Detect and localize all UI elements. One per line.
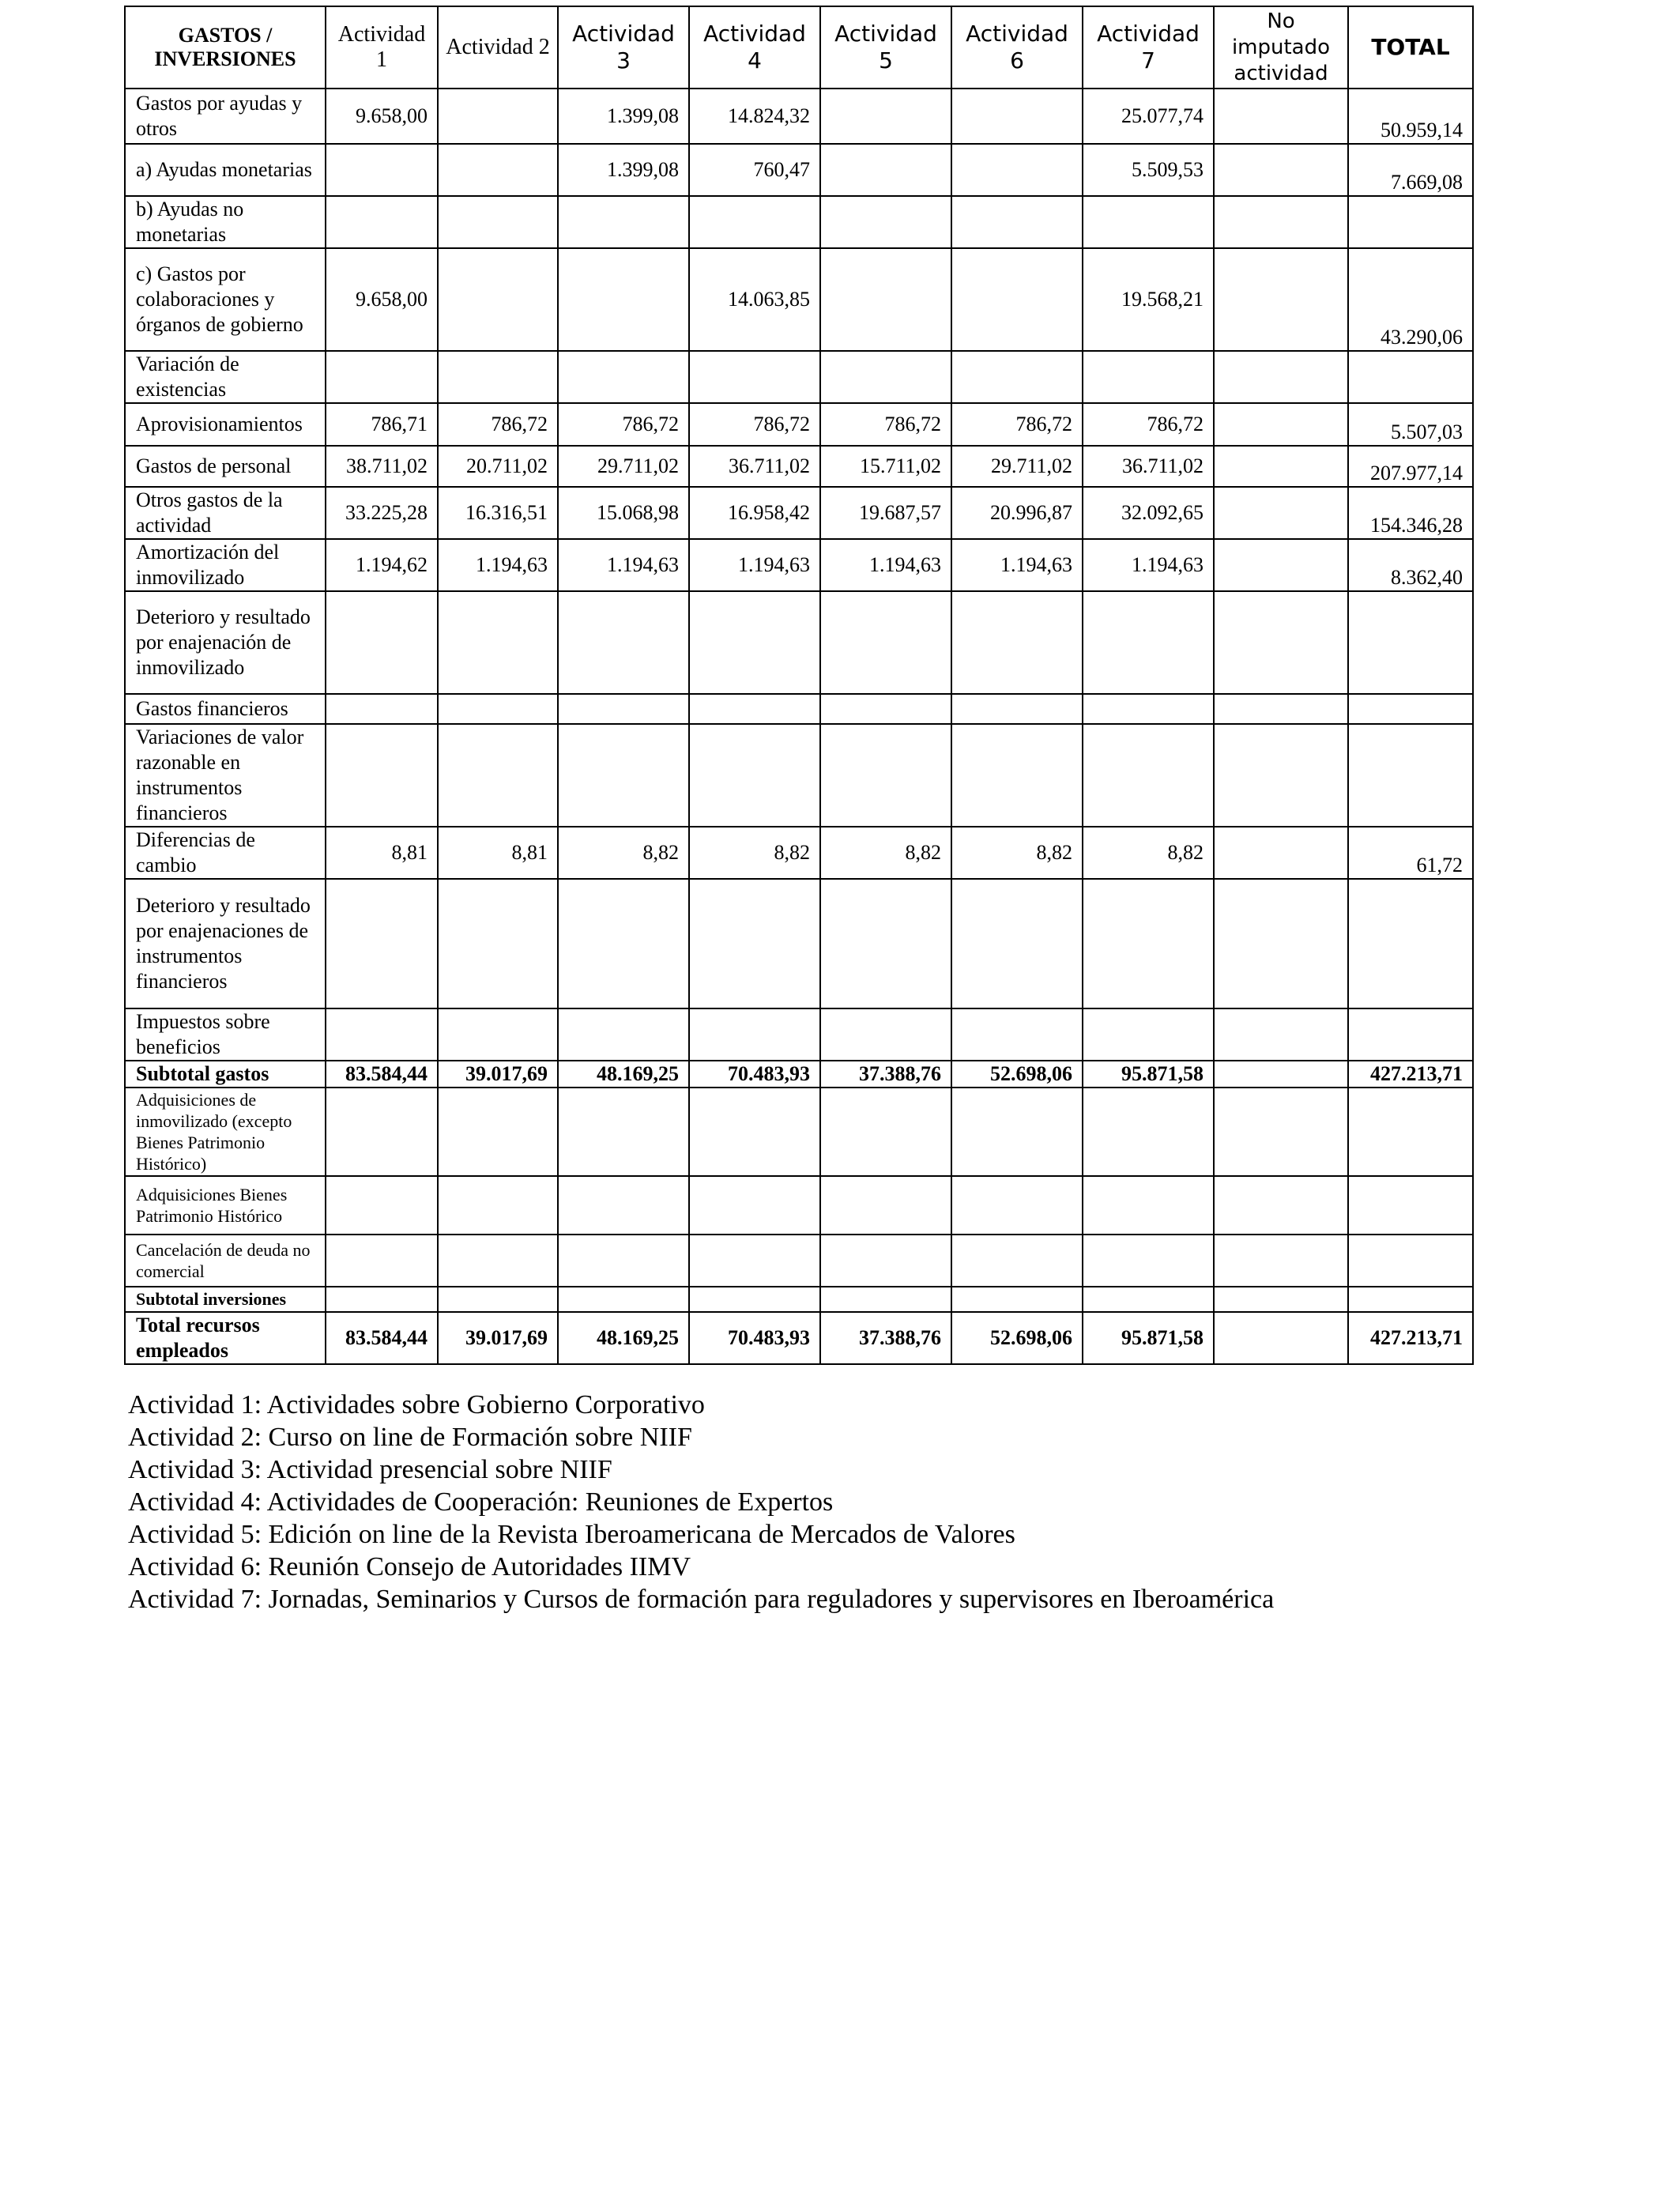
cell-actividad-7	[1083, 1088, 1214, 1176]
table-header	[125, 6, 1473, 89]
cell-actividad-1	[326, 144, 438, 196]
cell-actividad-4	[689, 1088, 820, 1176]
row-label: b) Ayudas no monetarias	[125, 196, 326, 248]
cell-actividad-2	[438, 879, 558, 1008]
cell-actividad-1	[326, 1088, 438, 1176]
row-label: Variaciones de valor razonable en instrumentos financieros	[125, 724, 326, 827]
cell-actividad-4: 760,47	[689, 144, 820, 196]
cell-actividad-1	[326, 196, 438, 248]
cell-actividad-2: 20.711,02	[438, 446, 558, 487]
cell-total	[1348, 1088, 1473, 1176]
cell-actividad-2	[438, 1176, 558, 1235]
row-label: Subtotal inversiones	[125, 1287, 326, 1312]
table-row	[125, 196, 1473, 248]
cell-actividad-6: 8,82	[951, 827, 1083, 879]
cell-actividad-4: 14.063,85	[689, 248, 820, 351]
cell-actividad-5	[820, 694, 951, 724]
cell-actividad-5	[820, 724, 951, 827]
cell-actividad-2	[438, 351, 558, 403]
cell-no-imputado	[1214, 1312, 1348, 1364]
cell-actividad-7	[1083, 694, 1214, 724]
cell-actividad-1	[326, 724, 438, 827]
cell-actividad-6: 20.996,87	[951, 487, 1083, 539]
cell-actividad-1	[326, 1176, 438, 1235]
cell-actividad-4	[689, 694, 820, 724]
cell-actividad-3: 15.068,98	[558, 487, 689, 539]
cell-no-imputado	[1214, 539, 1348, 591]
cell-total	[1348, 879, 1473, 1008]
legend-line: Actividad 5: Edición on line de la Revista Iberoamericana de Mercados de Valores	[128, 1520, 1015, 1549]
cell-actividad-5	[820, 879, 951, 1008]
cell-actividad-6	[951, 694, 1083, 724]
row-label: Deterioro y resultado por enajenaciones de instrumentos financieros	[125, 879, 326, 1008]
row-label: Total recursos empleados	[125, 1312, 326, 1364]
cell-actividad-3	[558, 248, 689, 351]
cell-actividad-4: 1.194,63	[689, 539, 820, 591]
cell-actividad-4: 8,82	[689, 827, 820, 879]
cell-actividad-2	[438, 1088, 558, 1176]
row-label: c) Gastos por colaboraciones y órganos de gobierno	[125, 248, 326, 351]
cell-actividad-7	[1083, 1176, 1214, 1235]
cell-actividad-5: 37.388,76	[820, 1061, 951, 1088]
cell-actividad-3: 786,72	[558, 403, 689, 446]
cell-actividad-7	[1083, 351, 1214, 403]
header-col-6: Actividad 6	[951, 6, 1083, 89]
cell-no-imputado	[1214, 196, 1348, 248]
cell-actividad-2	[438, 144, 558, 196]
table-body	[125, 89, 1473, 1364]
cell-actividad-6: 29.711,02	[951, 446, 1083, 487]
cell-actividad-1	[326, 694, 438, 724]
cell-actividad-1	[326, 351, 438, 403]
cell-actividad-6	[951, 1008, 1083, 1061]
cell-actividad-2: 39.017,69	[438, 1061, 558, 1088]
cell-actividad-5	[820, 1008, 951, 1061]
cell-no-imputado	[1214, 827, 1348, 879]
cell-actividad-2	[438, 724, 558, 827]
cell-no-imputado	[1214, 487, 1348, 539]
legend-line: Actividad 1: Actividades sobre Gobierno Corporativo	[128, 1390, 705, 1419]
cell-actividad-1	[326, 591, 438, 694]
cell-actividad-2	[438, 1235, 558, 1287]
cell-actividad-7	[1083, 591, 1214, 694]
cell-no-imputado	[1214, 144, 1348, 196]
cell-no-imputado	[1214, 1008, 1348, 1061]
cell-actividad-3	[558, 879, 689, 1008]
cell-actividad-5: 1.194,63	[820, 539, 951, 591]
cell-actividad-4	[689, 1235, 820, 1287]
table-row	[125, 1235, 1473, 1287]
cell-actividad-7: 5.509,53	[1083, 144, 1214, 196]
cell-actividad-1	[326, 1008, 438, 1061]
expenses-table	[124, 6, 1474, 1365]
cell-actividad-2	[438, 1287, 558, 1312]
cell-actividad-3	[558, 1176, 689, 1235]
header-col-2: Actividad 2	[438, 6, 558, 89]
cell-actividad-5	[820, 144, 951, 196]
cell-actividad-1	[326, 1235, 438, 1287]
cell-actividad-6	[951, 1176, 1083, 1235]
cell-actividad-5: 8,82	[820, 827, 951, 879]
row-label: Amortización del inmovilizado	[125, 539, 326, 591]
legend-line: Actividad 3: Actividad presencial sobre NIIF	[128, 1455, 612, 1484]
cell-total	[1348, 196, 1473, 248]
row-label: Cancelación de deuda no comercial	[125, 1235, 326, 1287]
cell-actividad-3: 1.399,08	[558, 144, 689, 196]
cell-actividad-1: 83.584,44	[326, 1312, 438, 1364]
cell-actividad-2	[438, 248, 558, 351]
header-gastos-inversiones: GASTOS / INVERSIONES	[125, 6, 326, 89]
cell-actividad-3	[558, 694, 689, 724]
cell-no-imputado	[1214, 694, 1348, 724]
cell-total: 7.669,08	[1348, 144, 1473, 196]
cell-actividad-1: 9.658,00	[326, 89, 438, 144]
cell-actividad-3	[558, 351, 689, 403]
row-label: Variación de existencias	[125, 351, 326, 403]
legend-line: Actividad 7: Jornadas, Seminarios y Cursos de formación para reguladores y supervisores en Iberoamérica	[128, 1585, 1275, 1614]
cell-actividad-7: 19.568,21	[1083, 248, 1214, 351]
cell-total	[1348, 724, 1473, 827]
cell-actividad-6	[951, 196, 1083, 248]
cell-actividad-4: 786,72	[689, 403, 820, 446]
cell-actividad-5	[820, 591, 951, 694]
cell-actividad-7	[1083, 1287, 1214, 1312]
cell-total: 61,72	[1348, 827, 1473, 879]
cell-total	[1348, 1287, 1473, 1312]
row-label: Gastos de personal	[125, 446, 326, 487]
cell-actividad-7: 95.871,58	[1083, 1061, 1214, 1088]
row-label: Adquisiciones de inmovilizado (excepto Bienes Patrimonio Histórico)	[125, 1088, 326, 1176]
table-row	[125, 446, 1473, 487]
table-row	[125, 724, 1473, 827]
cell-actividad-2	[438, 196, 558, 248]
cell-total	[1348, 591, 1473, 694]
cell-actividad-7	[1083, 724, 1214, 827]
cell-actividad-5	[820, 89, 951, 144]
row-label: Aprovisionamientos	[125, 403, 326, 446]
cell-total: 50.959,14	[1348, 89, 1473, 144]
cell-total: 427.213,71	[1348, 1061, 1473, 1088]
cell-actividad-4	[689, 196, 820, 248]
cell-total	[1348, 351, 1473, 403]
cell-actividad-4	[689, 1008, 820, 1061]
cell-actividad-1	[326, 879, 438, 1008]
cell-no-imputado	[1214, 403, 1348, 446]
cell-actividad-4	[689, 351, 820, 403]
cell-actividad-6: 52.698,06	[951, 1061, 1083, 1088]
cell-actividad-5: 15.711,02	[820, 446, 951, 487]
header-col-3: Actividad 3	[558, 6, 689, 89]
cell-actividad-3	[558, 1287, 689, 1312]
cell-actividad-7: 32.092,65	[1083, 487, 1214, 539]
cell-actividad-5: 37.388,76	[820, 1312, 951, 1364]
cell-total: 5.507,03	[1348, 403, 1473, 446]
cell-actividad-7: 36.711,02	[1083, 446, 1214, 487]
cell-no-imputado	[1214, 351, 1348, 403]
cell-total	[1348, 1176, 1473, 1235]
cell-actividad-3: 48.169,25	[558, 1061, 689, 1088]
row-label: Diferencias de cambio	[125, 827, 326, 879]
cell-actividad-2	[438, 591, 558, 694]
row-label: Subtotal gastos	[125, 1061, 326, 1088]
cell-actividad-7: 786,72	[1083, 403, 1214, 446]
row-label: Adquisiciones Bienes Patrimonio Histórico	[125, 1176, 326, 1235]
cell-actividad-7	[1083, 196, 1214, 248]
cell-actividad-7: 25.077,74	[1083, 89, 1214, 144]
cell-total: 207.977,14	[1348, 446, 1473, 487]
cell-actividad-2: 39.017,69	[438, 1312, 558, 1364]
cell-actividad-7	[1083, 1235, 1214, 1287]
header-col-7: Actividad 7	[1083, 6, 1214, 89]
cell-no-imputado	[1214, 248, 1348, 351]
row-label: Gastos financieros	[125, 694, 326, 724]
cell-actividad-4: 70.483,93	[689, 1061, 820, 1088]
header-col-5: Actividad 5	[820, 6, 951, 89]
cell-actividad-5	[820, 196, 951, 248]
header-row	[125, 6, 1473, 89]
row-label: Otros gastos de la actividad	[125, 487, 326, 539]
cell-no-imputado	[1214, 1287, 1348, 1312]
cell-actividad-3	[558, 1008, 689, 1061]
cell-actividad-1: 9.658,00	[326, 248, 438, 351]
header-col-4: Actividad 4	[689, 6, 820, 89]
table-row	[125, 403, 1473, 446]
cell-actividad-1	[326, 1287, 438, 1312]
cell-actividad-6	[951, 89, 1083, 144]
cell-total	[1348, 694, 1473, 724]
cell-actividad-2: 786,72	[438, 403, 558, 446]
table-row	[125, 248, 1473, 351]
cell-total: 154.346,28	[1348, 487, 1473, 539]
cell-actividad-4: 16.958,42	[689, 487, 820, 539]
row-label: Deterioro y resultado por enajenación de inmovilizado	[125, 591, 326, 694]
cell-actividad-5	[820, 1235, 951, 1287]
cell-actividad-7: 8,82	[1083, 827, 1214, 879]
cell-actividad-5	[820, 1287, 951, 1312]
table-row	[125, 1287, 1473, 1312]
cell-no-imputado	[1214, 879, 1348, 1008]
cell-total: 8.362,40	[1348, 539, 1473, 591]
cell-no-imputado	[1214, 89, 1348, 144]
cell-actividad-1: 786,71	[326, 403, 438, 446]
cell-actividad-7: 95.871,58	[1083, 1312, 1214, 1364]
cell-actividad-6: 1.194,63	[951, 539, 1083, 591]
cell-actividad-4: 14.824,32	[689, 89, 820, 144]
cell-actividad-4: 36.711,02	[689, 446, 820, 487]
cell-actividad-1: 8,81	[326, 827, 438, 879]
cell-actividad-6	[951, 248, 1083, 351]
cell-no-imputado	[1214, 591, 1348, 694]
cell-no-imputado	[1214, 1088, 1348, 1176]
cell-actividad-6: 786,72	[951, 403, 1083, 446]
cell-actividad-6	[951, 724, 1083, 827]
cell-actividad-2	[438, 89, 558, 144]
cell-no-imputado	[1214, 724, 1348, 827]
cell-actividad-3	[558, 1235, 689, 1287]
cell-actividad-4: 70.483,93	[689, 1312, 820, 1364]
cell-actividad-6	[951, 1088, 1083, 1176]
cell-actividad-5	[820, 351, 951, 403]
table-row	[125, 827, 1473, 879]
table-row	[125, 487, 1473, 539]
cell-no-imputado	[1214, 446, 1348, 487]
table-row	[125, 351, 1473, 403]
cell-actividad-4	[689, 1176, 820, 1235]
cell-actividad-6	[951, 144, 1083, 196]
table-row	[125, 1008, 1473, 1061]
cell-actividad-2: 1.194,63	[438, 539, 558, 591]
cell-actividad-3	[558, 1088, 689, 1176]
cell-actividad-2: 16.316,51	[438, 487, 558, 539]
cell-actividad-1: 38.711,02	[326, 446, 438, 487]
table-row	[125, 1176, 1473, 1235]
table-row	[125, 144, 1473, 196]
cell-actividad-2: 8,81	[438, 827, 558, 879]
cell-actividad-3	[558, 591, 689, 694]
cell-total	[1348, 1235, 1473, 1287]
cell-actividad-6	[951, 879, 1083, 1008]
table-row	[125, 539, 1473, 591]
cell-actividad-1: 83.584,44	[326, 1061, 438, 1088]
legend-line: Actividad 2: Curso on line de Formación sobre NIIF	[128, 1423, 692, 1452]
cell-actividad-3: 48.169,25	[558, 1312, 689, 1364]
cell-no-imputado	[1214, 1176, 1348, 1235]
cell-actividad-7	[1083, 879, 1214, 1008]
header-col-8: No imputado actividad	[1214, 6, 1348, 89]
cell-actividad-6	[951, 1287, 1083, 1312]
table-row	[125, 1088, 1473, 1176]
table-row	[125, 879, 1473, 1008]
cell-actividad-7	[1083, 1008, 1214, 1061]
table-row	[125, 591, 1473, 694]
table-row	[125, 1061, 1473, 1088]
table-row	[125, 89, 1473, 144]
table-row	[125, 694, 1473, 724]
cell-actividad-1: 1.194,62	[326, 539, 438, 591]
cell-actividad-6	[951, 351, 1083, 403]
cell-actividad-3: 1.194,63	[558, 539, 689, 591]
cell-actividad-1: 33.225,28	[326, 487, 438, 539]
cell-actividad-5: 786,72	[820, 403, 951, 446]
cell-actividad-5: 19.687,57	[820, 487, 951, 539]
legend-line: Actividad 6: Reunión Consejo de Autoridades IIMV	[128, 1552, 691, 1581]
row-label: a) Ayudas monetarias	[125, 144, 326, 196]
cell-actividad-3: 1.399,08	[558, 89, 689, 144]
activity-legend	[128, 1389, 1550, 1615]
cell-actividad-6	[951, 591, 1083, 694]
cell-actividad-5	[820, 248, 951, 351]
cell-actividad-2	[438, 1008, 558, 1061]
cell-total: 43.290,06	[1348, 248, 1473, 351]
cell-actividad-5	[820, 1088, 951, 1176]
cell-actividad-5	[820, 1176, 951, 1235]
cell-no-imputado	[1214, 1061, 1348, 1088]
legend-line: Actividad 4: Actividades de Cooperación: Reuniones de Expertos	[128, 1487, 834, 1517]
cell-actividad-3: 29.711,02	[558, 446, 689, 487]
row-label: Impuestos sobre beneficios	[125, 1008, 326, 1061]
cell-no-imputado	[1214, 1235, 1348, 1287]
cell-actividad-4	[689, 879, 820, 1008]
row-label: Gastos por ayudas y otros	[125, 89, 326, 144]
header-col-9: TOTAL	[1348, 6, 1473, 89]
cell-total: 427.213,71	[1348, 1312, 1473, 1364]
header-col-1: Actividad 1	[326, 6, 438, 89]
cell-actividad-6	[951, 1235, 1083, 1287]
cell-actividad-2	[438, 694, 558, 724]
cell-actividad-4	[689, 724, 820, 827]
cell-actividad-7: 1.194,63	[1083, 539, 1214, 591]
cell-actividad-3	[558, 196, 689, 248]
cell-actividad-4	[689, 591, 820, 694]
cell-actividad-3	[558, 724, 689, 827]
cell-actividad-6: 52.698,06	[951, 1312, 1083, 1364]
cell-total	[1348, 1008, 1473, 1061]
table-row	[125, 1312, 1473, 1364]
cell-actividad-3: 8,82	[558, 827, 689, 879]
cell-actividad-4	[689, 1287, 820, 1312]
